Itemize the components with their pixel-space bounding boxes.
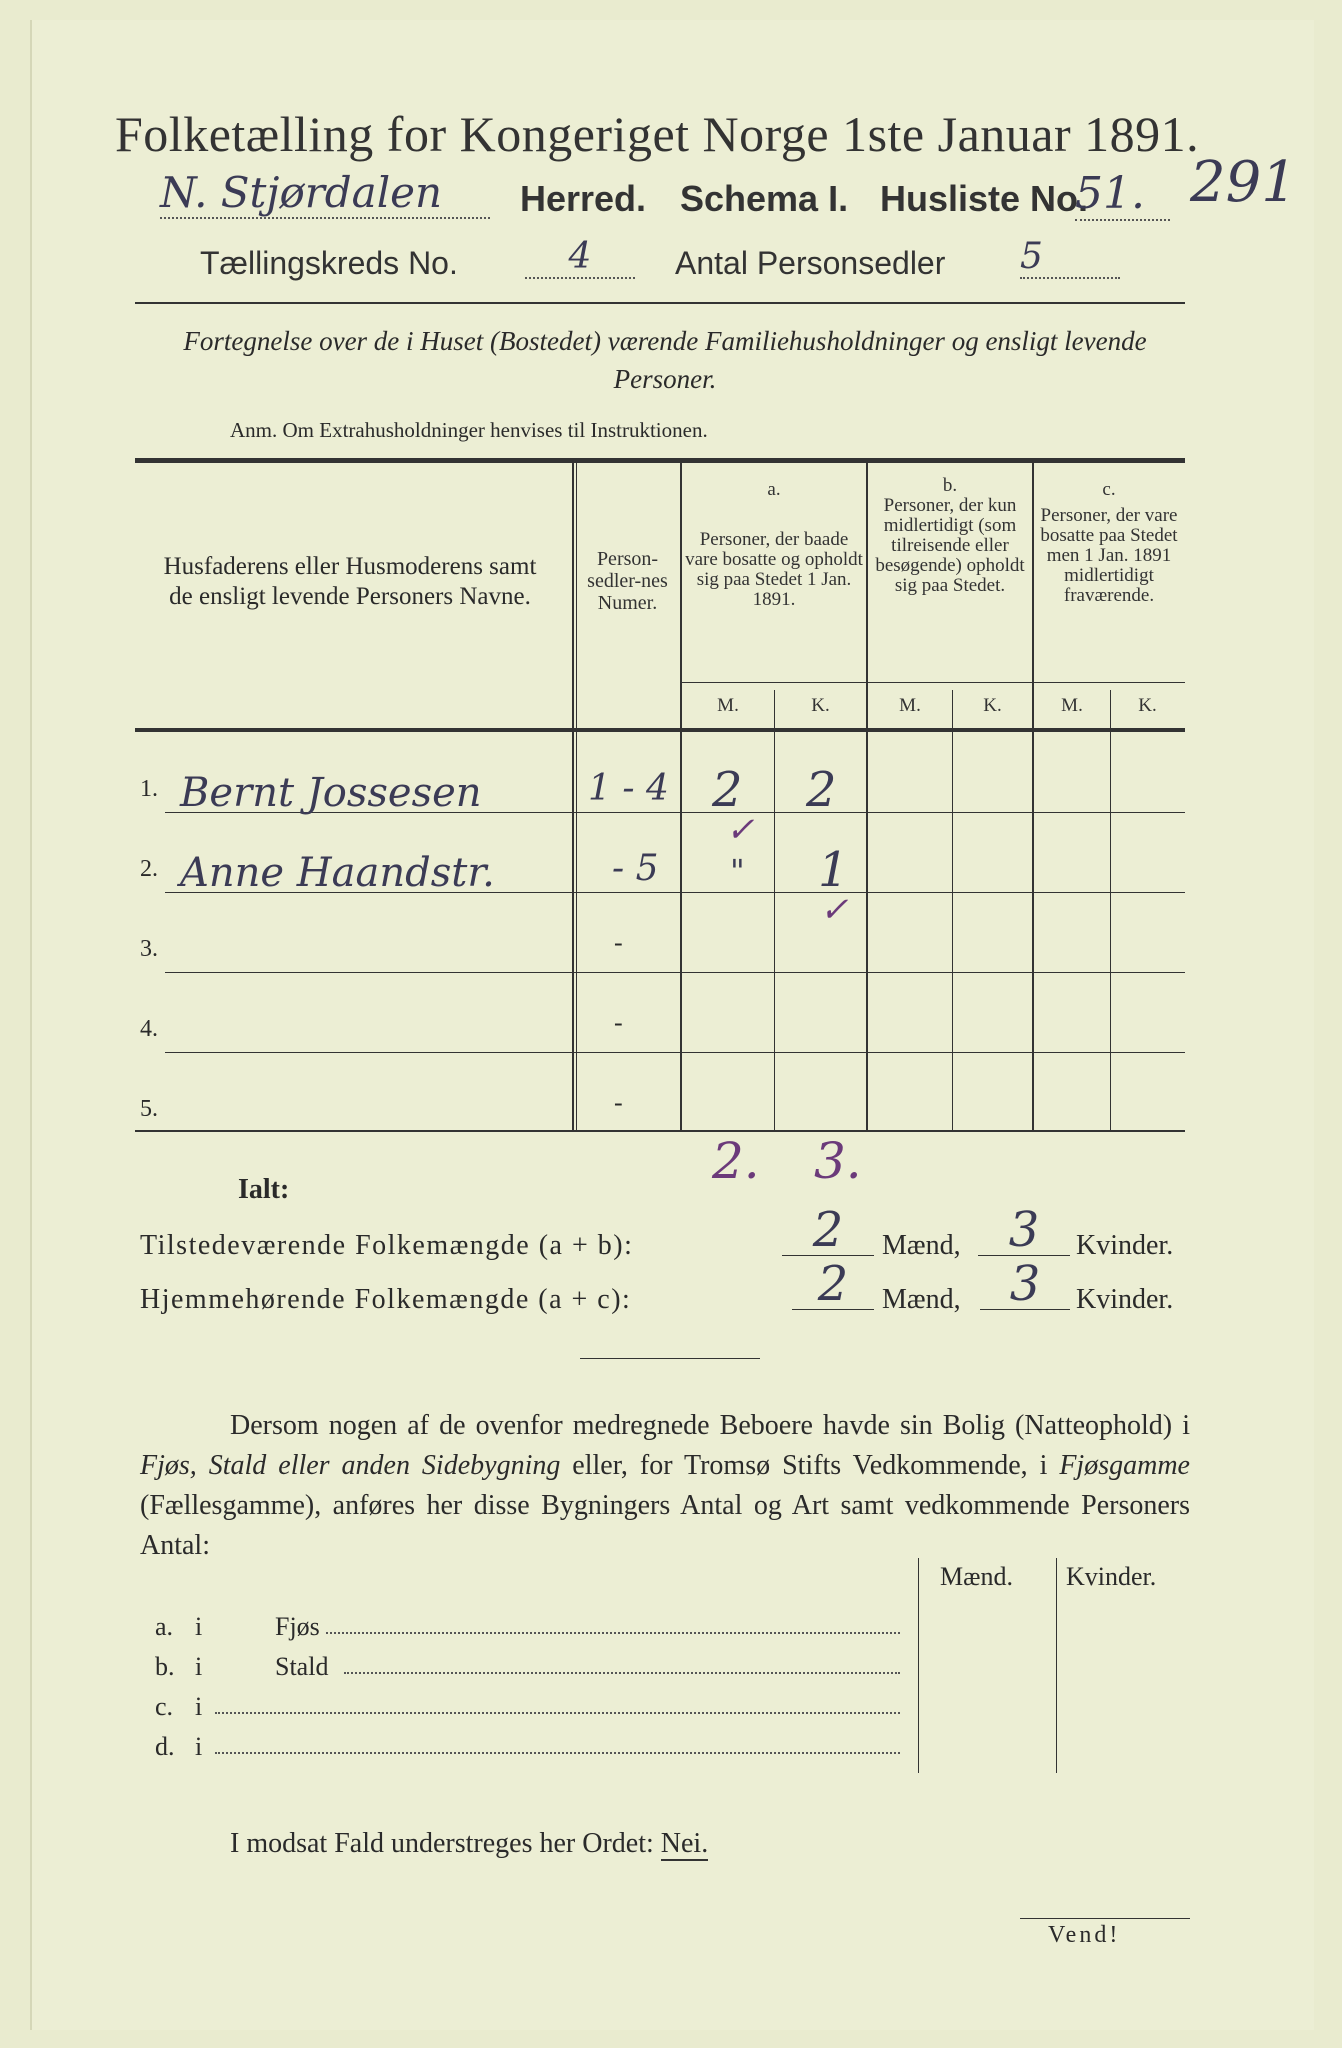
row-a-k: 1 — [818, 842, 849, 898]
row-name: Anne Haandstr. — [180, 850, 495, 896]
tilstedevaerende-maend-value: 2 — [782, 1205, 874, 1256]
item-letter: a. — [155, 1612, 174, 1641]
row-number: 2. — [140, 856, 158, 882]
row-a-m: " — [730, 852, 745, 890]
modsat-fald-line — [230, 1828, 708, 1860]
paragraph-italic: Fjøsgamme — [1059, 1450, 1190, 1481]
row-a-m: 2 — [712, 762, 743, 818]
a-m-label: M. — [717, 695, 739, 716]
husliste-label: Husliste No. — [880, 178, 1089, 219]
col-b-header: Personer, der kun midlertidigt (som tilreisende eller besøgende) opholdt sig paa Stedet. — [875, 495, 1025, 596]
check-mark-2: ✓ — [820, 890, 849, 930]
col-header-num: Person-sedler-nes Numer. — [587, 548, 668, 614]
page-title: Folketælling for Kongeriget Norge 1ste Januar 1891. — [115, 106, 1200, 162]
tilstedevaerende-kvinder-label: Kvinder. — [1076, 1230, 1174, 1261]
item-row — [155, 1612, 900, 1642]
antal-label: Antal Personsedler — [675, 245, 946, 281]
item-row — [155, 1652, 900, 1682]
hjemmehorende-kvinder-value: 3 — [980, 1259, 1070, 1310]
item-i: i — [195, 1652, 203, 1681]
herred-value: N. Stjørdalen — [160, 168, 490, 219]
hjemmehorende-label: Hjemmehørende Folkemængde (a + c): — [140, 1284, 632, 1315]
ialt-k: 3. — [814, 1132, 862, 1190]
col-header-name: Husfaderens eller Husmoderens samt de ensligt levende Personers Navne. — [163, 553, 537, 610]
vend-rule — [1020, 1918, 1190, 1919]
b-m-label: M. — [899, 695, 921, 716]
row-line-4 — [165, 1052, 1185, 1053]
item-i: i — [195, 1732, 203, 1761]
col-divider-1b — [576, 462, 577, 1130]
a-k-label: K. — [811, 695, 830, 716]
b-k-label: K. — [983, 695, 1002, 716]
check-mark-1: ✓ — [726, 810, 755, 850]
row-a-k: 2 — [806, 762, 837, 818]
col-divider-1 — [572, 462, 574, 1130]
row-number: 3. — [140, 936, 158, 962]
col-a-header: Personer, der baade vare bosatte og opholdt sig paa Stedet 1 Jan. 1891. — [685, 529, 863, 610]
small-table-divider-2 — [1056, 1558, 1057, 1773]
col-c-header: Personer, der vare bosatte paa Stedet men 1 Jan. 1891 midlertidigt fraværende. — [1040, 505, 1178, 606]
tilstedevaerende-maend-label: Mænd, — [882, 1230, 961, 1261]
item-dots — [344, 1652, 900, 1674]
table-bottom-rule — [135, 1130, 1185, 1132]
paragraph-text: eller, for Tromsø Stifts Vedkommende, i — [560, 1450, 1060, 1481]
row-line-3 — [165, 972, 1185, 973]
tilstedevaerende-kvinder-value: 3 — [978, 1205, 1070, 1256]
row-num-value: - — [614, 1008, 623, 1037]
col-maend-header: Mænd. — [940, 1562, 1013, 1591]
c-m-label: M. — [1061, 695, 1083, 716]
hjemmehorende-kvinder-label: Kvinder. — [1076, 1284, 1174, 1315]
item-text: Fjøs — [275, 1612, 320, 1641]
husliste-value: 51. — [1075, 168, 1170, 221]
item-letter: d. — [155, 1732, 175, 1761]
herred-label: Herred. — [520, 178, 647, 219]
header-divider — [135, 302, 1185, 304]
paragraph-italic: Fjøs, Stald eller anden Sidebygning — [140, 1450, 561, 1481]
mk-divider-c — [1110, 690, 1111, 1130]
c-k-label: K. — [1138, 695, 1157, 716]
row-name: Bernt Jossesen — [180, 770, 482, 816]
row-num-value: - 5 — [612, 848, 659, 889]
ialt-m: 2. — [712, 1132, 760, 1190]
col-c-letter: c. — [1102, 479, 1116, 500]
antal-value: 5 — [1020, 236, 1120, 279]
paragraph-text: Dersom nogen af de ovenfor medregnede Beboere havde sin Bolig (Natteophold) i — [230, 1410, 1190, 1441]
sidebygning-paragraph — [140, 1406, 1190, 1566]
table-top-rule — [135, 458, 1185, 463]
item-row — [155, 1732, 900, 1762]
hjemmehorende-maend-label: Mænd, — [882, 1284, 961, 1315]
anm-text: Anm. Om Extrahusholdninger henvises til Instruktionen. — [230, 418, 708, 442]
vend-label: Vend! — [1048, 1922, 1121, 1948]
paragraph-text: (Fællesgamme), anføres her disse Bygningers Antal og Art samt vedkommende Personers Antal: — [140, 1490, 1190, 1561]
mk-rule — [680, 682, 1185, 683]
col-b-letter: b. — [942, 475, 958, 496]
mk-divider-a — [774, 690, 775, 1130]
section-divider — [580, 1358, 760, 1359]
husliste-extra: 291 — [1190, 150, 1297, 215]
item-dots — [215, 1692, 900, 1714]
hjemmehorende-maend-value: 2 — [792, 1259, 874, 1310]
item-letter: c. — [155, 1692, 174, 1721]
mk-divider-b — [952, 690, 953, 1130]
kreds-value: 4 — [525, 236, 635, 279]
small-table-divider-1 — [918, 1558, 919, 1773]
ialt-label: Ialt: — [238, 1174, 290, 1205]
row-num-value: - — [614, 1088, 623, 1117]
row-number: 5. — [140, 1096, 158, 1122]
col-a-letter: a. — [767, 479, 781, 500]
row-number: 1. — [140, 776, 158, 802]
modsat-text: I modsat Fald understreges her Ordet: — [230, 1828, 654, 1859]
item-row — [155, 1692, 900, 1722]
item-dots — [215, 1732, 900, 1754]
fortegnelse-text: Fortegnelse over de i Huset (Bostedet) værende Familiehusholdninger og ensligt levende Personer. — [183, 326, 1147, 394]
schema-label: Schema I. — [680, 178, 849, 219]
tilstedevaerende-label: Tilstedeværende Folkemængde (a + b): — [140, 1230, 634, 1261]
col-kvinder-header: Kvinder. — [1066, 1562, 1157, 1591]
header-bottom-rule — [135, 728, 1185, 732]
col-divider-2 — [680, 462, 682, 1130]
kreds-label: Tællingskreds No. — [200, 245, 458, 281]
item-i: i — [195, 1692, 203, 1721]
item-dots — [326, 1612, 900, 1634]
nei-word: Nei. — [660, 1828, 709, 1859]
item-letter: b. — [155, 1652, 175, 1681]
item-i: i — [195, 1612, 203, 1641]
row-number: 4. — [140, 1016, 158, 1042]
row-num-value: 1 - 4 — [588, 768, 669, 809]
row-num-value: - — [614, 928, 623, 957]
item-text: Stald — [275, 1652, 329, 1681]
